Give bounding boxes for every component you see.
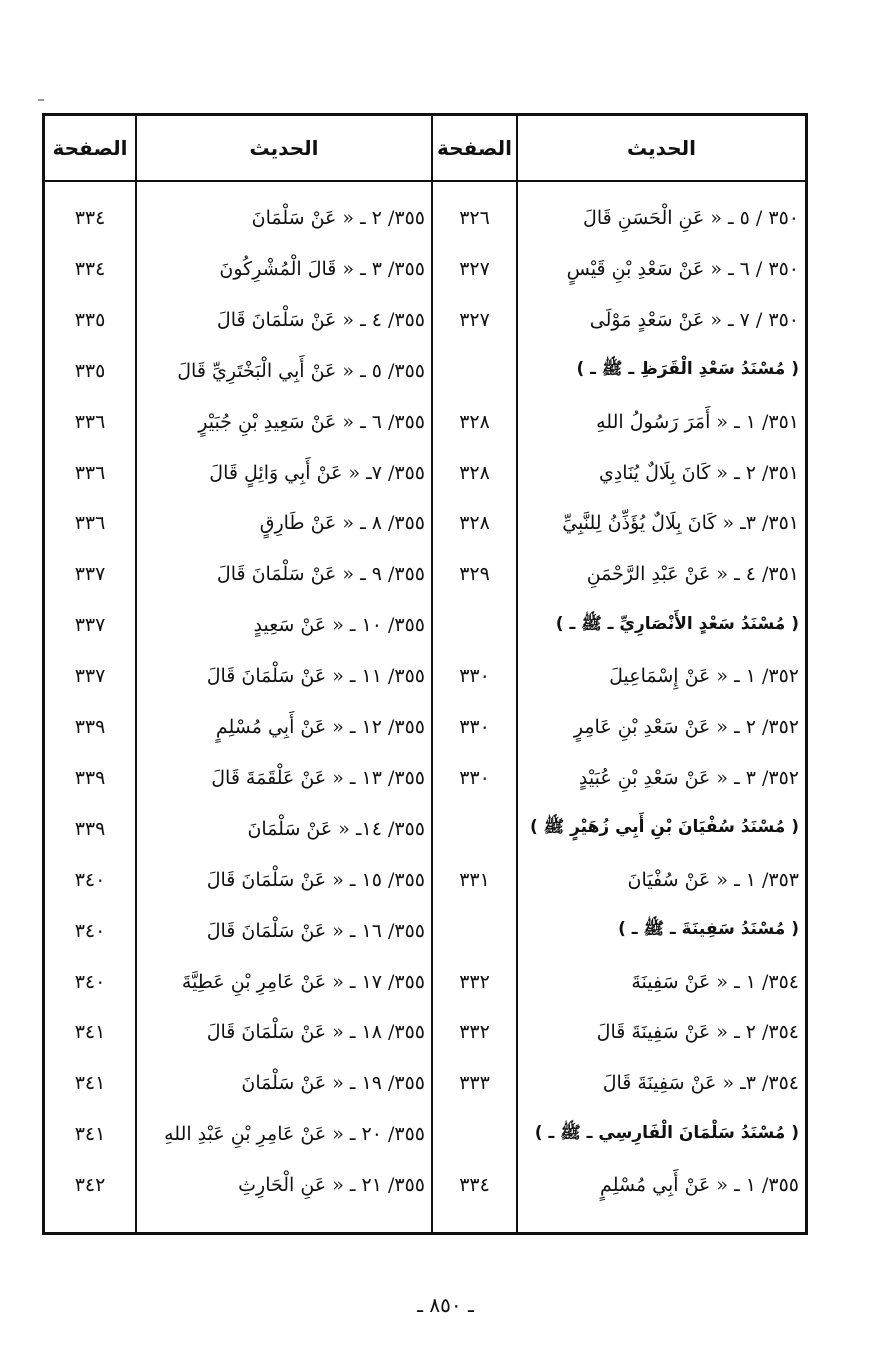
right-page-number: ٣٣٠ <box>459 766 490 789</box>
left-page-number: ٣٤٠ <box>74 970 106 993</box>
right-hadith-entry: ٣٥١/ ١ ـ « أَمَرَ رَسُولُ اللهِ <box>596 410 799 433</box>
table-row <box>45 652 805 700</box>
right-hadith-entry: ٣٥١/ ٣ـ « كَانَ بِلَالٌ يُؤَذِّنُ لِلنَّبِيِّ <box>562 512 799 535</box>
right-page-number: ٣٢٨ <box>459 512 490 535</box>
left-hadith-entry: ٣٥٥/ ١٨ ـ « عَنْ سَلْمَانَ قَالَ <box>206 1021 425 1044</box>
right-page-number: ٣٣١ <box>459 868 490 891</box>
right-page-number: ٣٣٠ <box>459 665 490 688</box>
left-hadith-entry: ٣٥٥/ ١٣ ـ « عَنْ عَلْقَمَةَ قَالَ <box>211 766 425 789</box>
table-row <box>45 347 805 395</box>
table-row <box>45 856 805 904</box>
header-divider <box>45 180 805 182</box>
left-hadith-entry: ٣٥٥/ ٥ ـ « عَنْ أَبِي الْبَخْتَرِيِّ قَالَ <box>177 359 425 382</box>
left-hadith-entry: ٣٥٥/ ٩ ـ « عَنْ سَلْمَانَ قَالَ <box>216 563 425 586</box>
right-page-number: ٣٢٦ <box>459 207 490 229</box>
left-page-number: ٣٣٥ <box>74 308 106 331</box>
right-page-number <box>433 601 516 649</box>
right-section-heading: ( مُسْنَدُ سَلْمَانَ الْفَارِسِي ـ ﷺ ـ ) <box>534 1122 799 1143</box>
table-row <box>45 907 805 955</box>
right-page-number: ٣٣٤ <box>459 1174 490 1197</box>
left-hadith-entry: ٣٥٥/ ٢١ ـ « عَنِ الْحَارِثِ <box>238 1174 425 1197</box>
right-section-heading: ( مُسْنَدُ سَفِينَةَ ـ ﷺ ـ ) <box>618 919 799 940</box>
right-hadith-entry: ٣٥٢/ ٣ ـ « عَنْ سَعْدِ بْنِ عُبَيْدٍ <box>578 766 799 789</box>
left-hadith-entry: ٣٥٥/ ١٦ ـ « عَنْ سَلْمَانَ قَالَ <box>206 919 425 942</box>
right-hadith-entry: ٣٥٠ / ٥ ـ « عَنِ الْحَسَنِ قَالَ <box>583 207 799 229</box>
left-hadith-entry: ٣٥٥/ ١٧ ـ « عَنْ عَامِرِ بْنِ عَطِيَّةَ <box>181 970 425 993</box>
corner-mark <box>38 99 44 101</box>
right-hadith-entry: ٣٥٠ / ٧ ـ « عَنْ سَعْدٍ مَوْلَى <box>589 308 799 331</box>
table-row <box>45 1059 805 1107</box>
left-hadith-entry: ٣٥٥/ ١١ ـ « عَنْ سَلْمَانَ قَالَ <box>206 665 425 688</box>
left-hadith-entry: ٣٥٥/ ١٤ـ « عَنْ سَلْمَانَ <box>247 817 425 840</box>
table-row <box>45 550 805 598</box>
header-right-hadith: الحديث <box>627 136 697 160</box>
right-page-number: ٣٢٨ <box>459 410 490 433</box>
table-row <box>45 1161 805 1209</box>
table-row <box>45 958 805 1006</box>
right-page-number: ٣٣٣ <box>459 1072 490 1095</box>
table-row <box>45 398 805 446</box>
table-row <box>45 245 805 293</box>
left-page-number: ٣٣٧ <box>74 614 106 637</box>
right-hadith-entry: ٣٥١/ ٤ ـ « عَنْ عَبْدِ الرَّحْمَنِ <box>586 563 799 586</box>
left-page-number: ٣٣٩ <box>74 716 106 738</box>
right-hadith-entry: ٣٥٢/ ٢ ـ « عَنْ سَعْدِ بْنِ عَامِرٍ <box>573 716 799 738</box>
left-hadith-entry: ٣٥٥/ ١٠ ـ « عَنْ سَعِيدٍ <box>253 614 425 637</box>
page-number: ـ ٨٥٠ ـ <box>417 1293 474 1317</box>
table-row <box>45 601 805 649</box>
left-page-number: ٣٤١ <box>74 1021 106 1044</box>
right-page-number <box>433 805 516 853</box>
table-row <box>45 754 805 802</box>
right-hadith-entry: ٣٥٤/ ١ ـ « عَنْ سَفِينَةَ <box>631 970 799 993</box>
left-page-number: ٣٣٥ <box>74 359 106 382</box>
left-page-number: ٣٣٤ <box>74 207 106 229</box>
right-hadith-entry: ٣٥٤/ ٢ ـ « عَنْ سَفِينَةَ قَالَ <box>596 1021 799 1044</box>
right-page-number <box>433 1110 516 1158</box>
right-hadith-entry: ٣٥٤/ ٣ـ « عَنْ سَفِينَةَ قَالَ <box>602 1072 799 1095</box>
left-page-number: ٣٣٦ <box>74 461 106 484</box>
left-page-number: ٣٤٠ <box>74 919 106 942</box>
left-hadith-entry: ٣٥٥/ ٣ ـ « قَالَ الْمُشْرِكُونَ <box>219 257 425 280</box>
table-row <box>45 449 805 497</box>
left-hadith-entry: ٣٥٥/ ١٢ ـ « عَنْ أَبِي مُسْلِمٍ <box>215 716 425 738</box>
left-page-number: ٣٤٠ <box>74 868 106 891</box>
table-row <box>45 805 805 853</box>
right-page-number: ٣٢٩ <box>459 563 490 586</box>
table-row <box>45 296 805 344</box>
left-page-number: ٣٣٧ <box>74 665 106 688</box>
right-hadith-entry: ٣٥١/ ٢ ـ « كَانَ بِلَالٌ يُنَادِي <box>598 461 799 484</box>
left-page-number: ٣٣٦ <box>74 410 106 433</box>
left-page-number: ٣٣٧ <box>74 563 106 586</box>
right-page-number <box>433 907 516 955</box>
left-page-number: ٣٣٤ <box>74 257 106 280</box>
right-hadith-entry: ٣٥٣/ ١ ـ « عَنْ سُفْيَانَ <box>627 868 799 891</box>
table-row <box>45 1110 805 1158</box>
table-row <box>45 1008 805 1056</box>
right-page-number: ٣٣٢ <box>459 1021 490 1044</box>
left-hadith-entry: ٣٥٥/ ٦ ـ « عَنْ سَعِيدِ بْنِ جُبَيْرٍ <box>198 410 425 433</box>
right-page-number <box>433 347 516 395</box>
left-hadith-entry: ٣٥٥/ ١٥ ـ « عَنْ سَلْمَانَ قَالَ <box>206 868 425 891</box>
table-row <box>45 499 805 547</box>
header-left-page: الصفحة <box>52 136 128 160</box>
left-hadith-entry: ٣٥٥/ ٨ ـ « عَنْ طَارِقٍ <box>259 512 425 535</box>
right-hadith-entry: ٣٥٠ / ٦ ـ « عَنْ سَعْدِ بْنِ قَيْسٍ <box>566 257 799 280</box>
table-row <box>45 703 805 751</box>
right-page-number: ٣٢٨ <box>459 461 490 484</box>
left-hadith-entry: ٣٥٥/ ٢ ـ « عَنْ سَلْمَانَ <box>251 207 425 229</box>
left-page-number: ٣٤١ <box>74 1072 106 1095</box>
left-hadith-entry: ٣٥٥/ ١٩ ـ « عَنْ سَلْمَانَ <box>241 1072 425 1095</box>
left-hadith-entry: ٣٥٥/ ٧ـ « عَنْ أَبِي وَائِلٍ قَالَ <box>209 461 425 484</box>
left-page-number: ٣٣٦ <box>74 512 106 535</box>
right-hadith-entry: ٣٥٥/ ١ ـ « عَنْ أَبِي مُسْلِمٍ <box>600 1174 799 1197</box>
right-section-heading: ( مُسْنَدُ سَعْدِ الْقَرَظِ ـ ﷺ ـ ) <box>576 359 799 380</box>
left-page-number: ٣٣٩ <box>74 766 106 789</box>
index-table <box>42 113 808 1235</box>
header-left-hadith: الحديث <box>249 136 319 160</box>
right-page-number: ٣٢٧ <box>459 308 490 331</box>
left-page-number: ٣٣٩ <box>74 817 106 840</box>
left-hadith-entry: ٣٥٥/ ٤ ـ « عَنْ سَلْمَانَ قَالَ <box>216 308 425 331</box>
right-section-heading: ( مُسْنَدُ سَعْدٍ الأَنْصَارِيِّ ـ ﷺ ـ ) <box>555 613 799 634</box>
right-section-heading: ( مُسْنَدُ سُفْيَانَ بْنِ أَبِي زُهَيْرٍ ﷺ ) <box>529 817 799 838</box>
table-row <box>45 194 805 242</box>
left-page-number: ٣٤١ <box>74 1123 106 1146</box>
right-hadith-entry: ٣٥٢/ ١ ـ « عَنْ إِسْمَاعِيلَ <box>609 665 799 688</box>
right-page-number: ٣٣٠ <box>459 716 490 738</box>
right-page-number: ٣٢٧ <box>459 257 490 280</box>
left-page-number: ٣٤٢ <box>74 1174 106 1197</box>
right-page-number: ٣٣٢ <box>459 970 490 993</box>
left-hadith-entry: ٣٥٥/ ٢٠ ـ « عَنْ عَامِرِ بْنِ عَبْدِ اللهِ <box>164 1123 425 1146</box>
header-right-page: الصفحة <box>437 136 513 160</box>
